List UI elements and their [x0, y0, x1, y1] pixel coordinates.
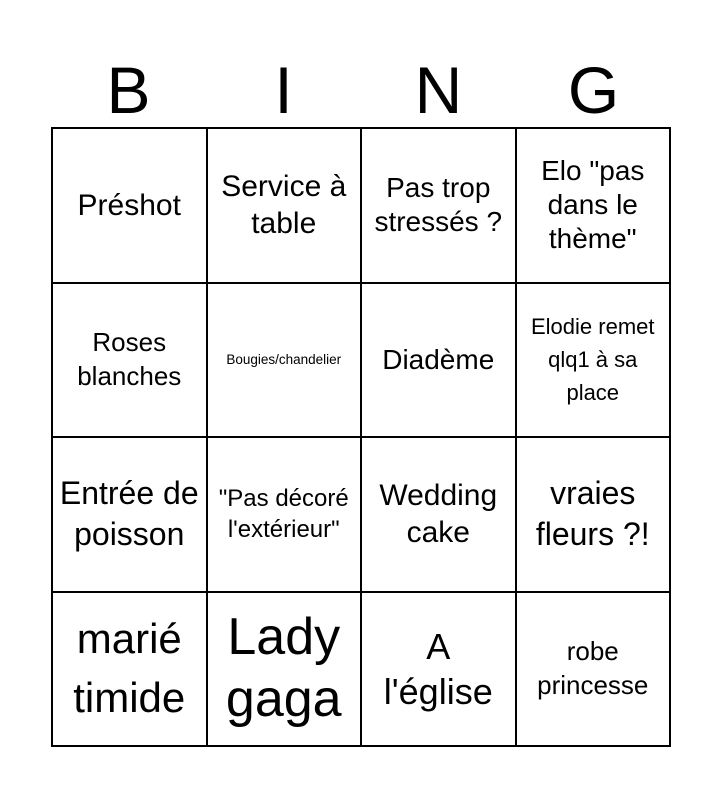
bingo-cell[interactable]: Bougies/chandelier [208, 284, 363, 439]
bingo-cell[interactable]: Lady gaga [208, 593, 363, 748]
header-letter-b: B [106, 53, 151, 127]
bingo-cell[interactable]: A l'église [362, 593, 517, 748]
bingo-header [51, 52, 671, 128]
bingo-cell[interactable]: Préshot [53, 129, 208, 284]
bingo-cell[interactable]: Service à table [208, 129, 363, 284]
header-letter-g: G [567, 53, 620, 127]
header-letter-i: I [274, 53, 293, 127]
bingo-grid [51, 127, 671, 747]
header-letter-n: N [414, 53, 463, 127]
bingo-cell[interactable]: "Pas décoré l'extérieur" [208, 438, 363, 593]
bingo-cell[interactable]: Pas trop stressés ? [362, 129, 517, 284]
bingo-cell[interactable]: Diadème [362, 284, 517, 439]
bingo-cell[interactable]: robe princesse [517, 593, 672, 748]
bingo-cell[interactable]: Elodie remet qlq1 à sa place [517, 284, 672, 439]
bingo-cell[interactable]: Roses blanches [53, 284, 208, 439]
bingo-cell[interactable]: vraies fleurs ?! [517, 438, 672, 593]
bingo-cell[interactable]: Entrée de poisson [53, 438, 208, 593]
bingo-cell[interactable]: marié timide [53, 593, 208, 748]
bingo-cell[interactable]: Elo "pas dans le thème" [517, 129, 672, 284]
bingo-cell[interactable]: Wedding cake [362, 438, 517, 593]
